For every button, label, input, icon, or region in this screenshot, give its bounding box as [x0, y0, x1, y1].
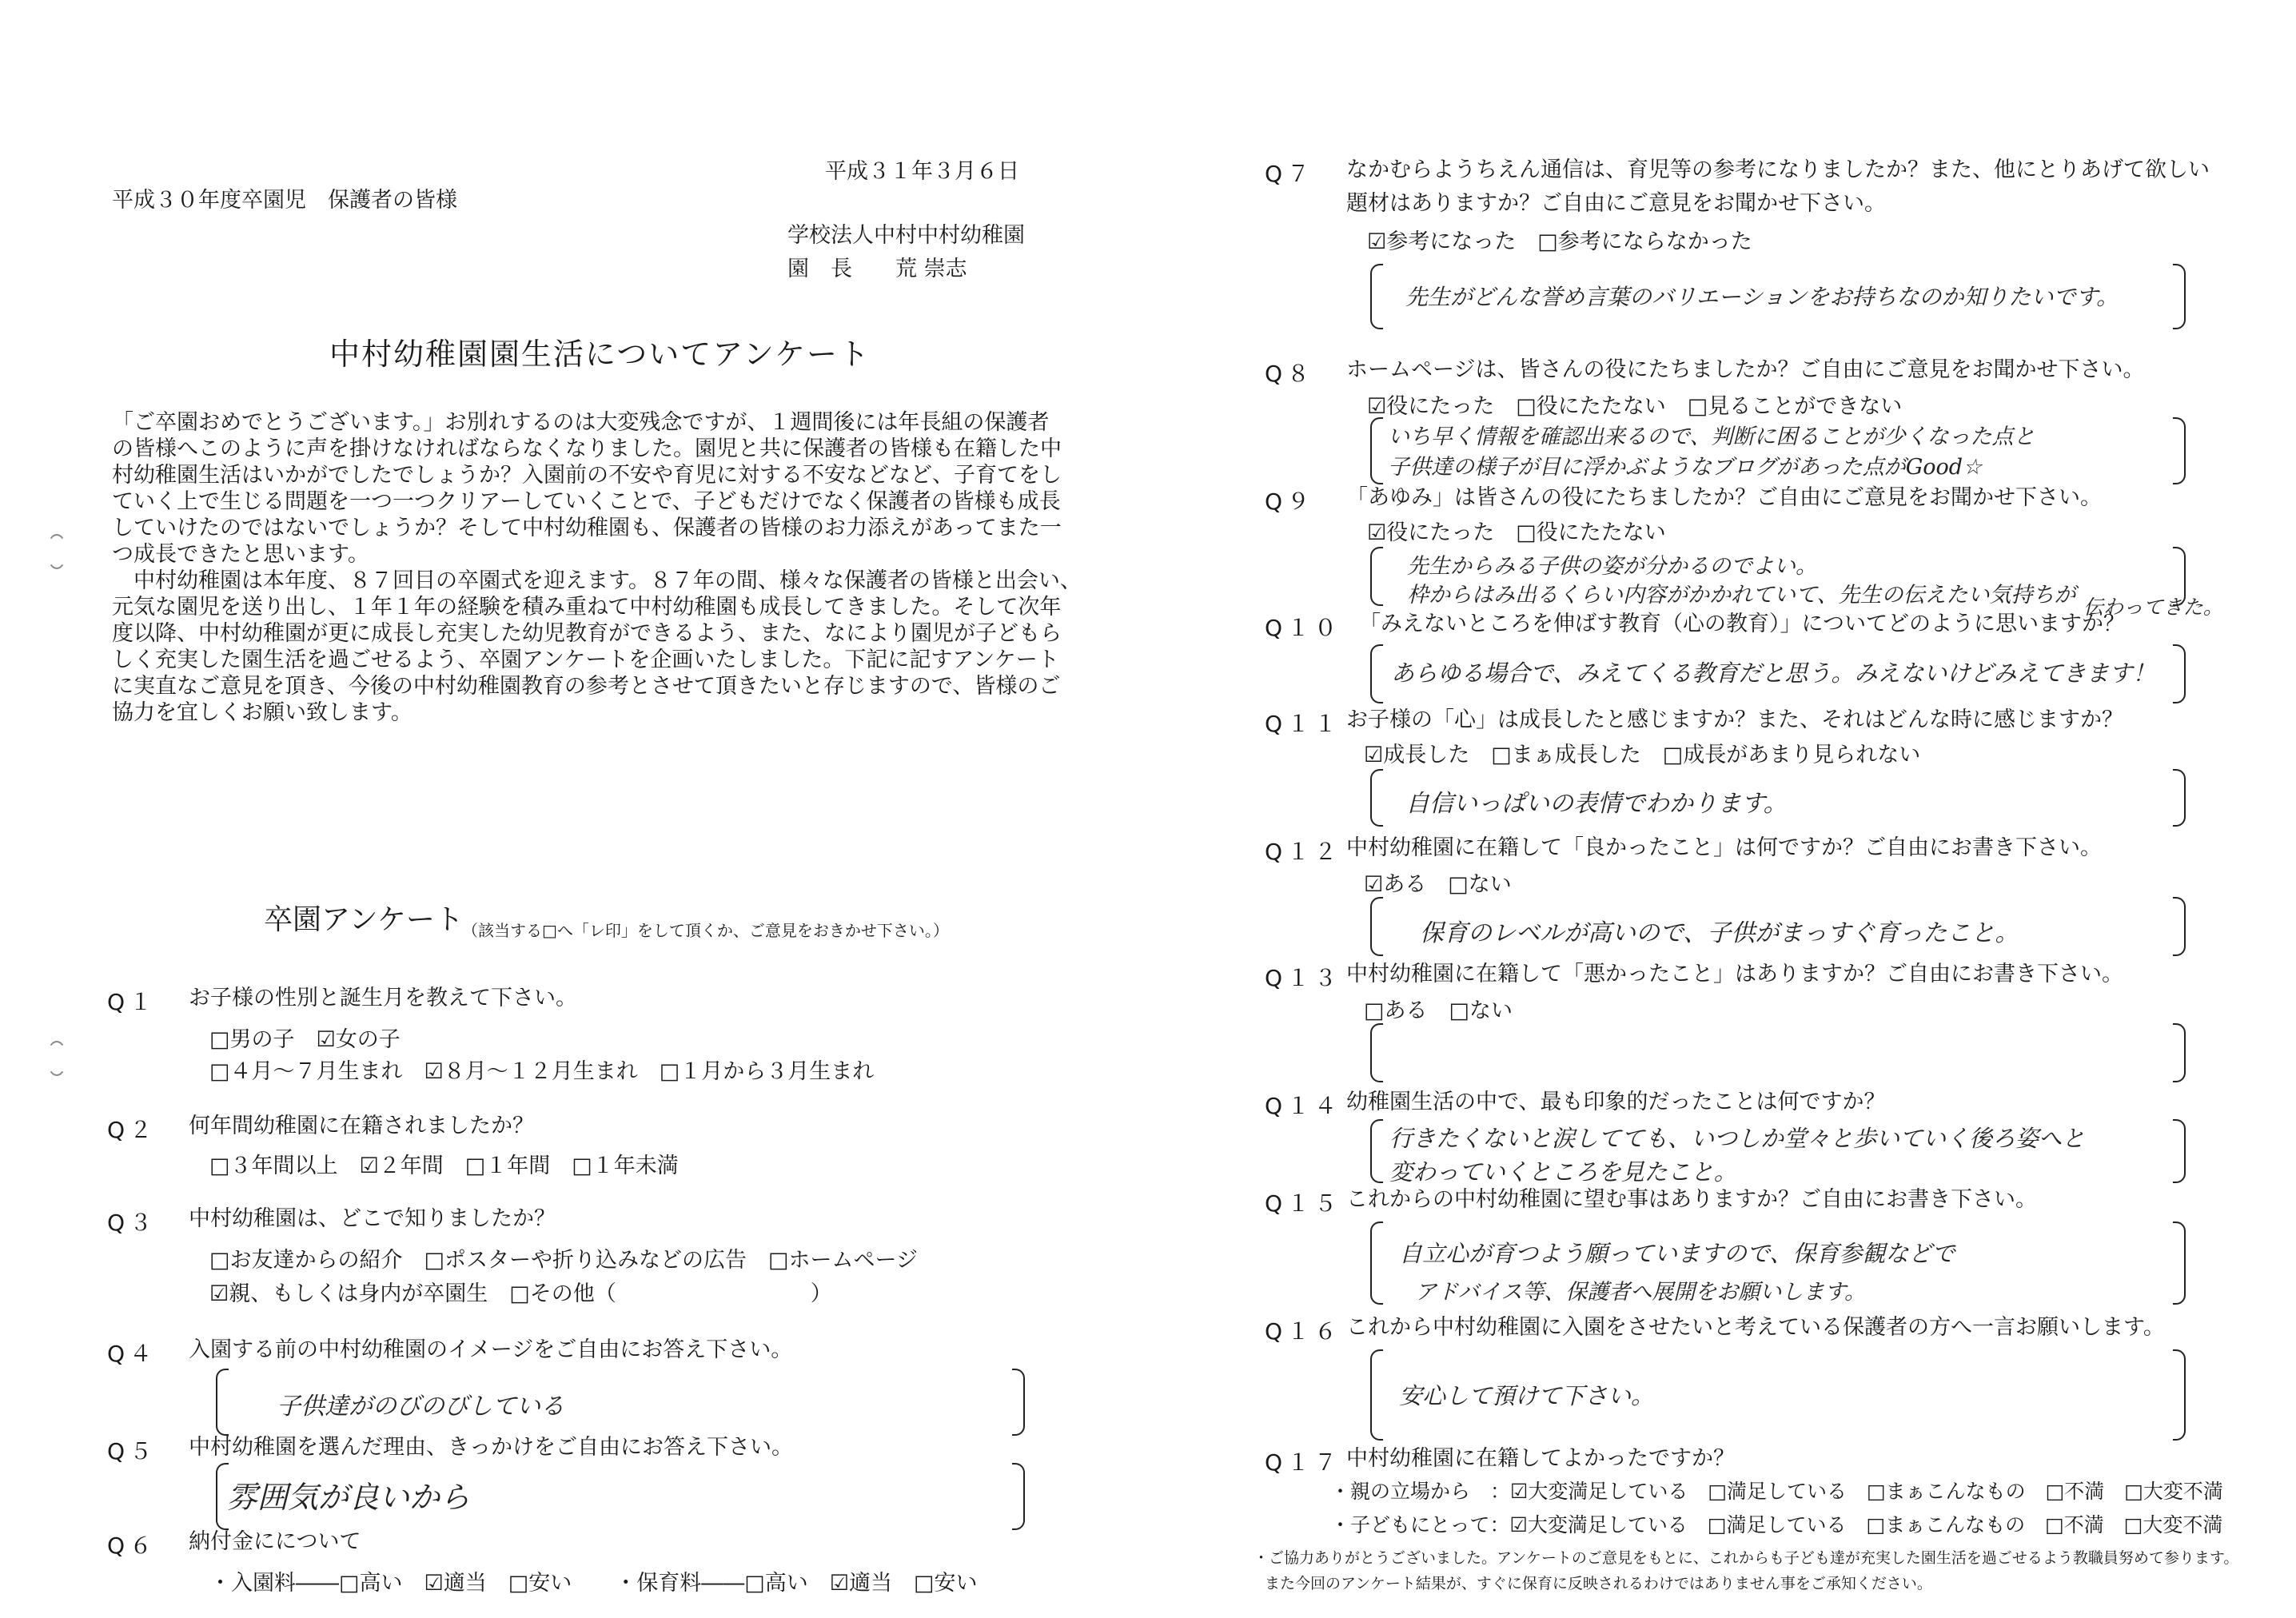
q14-answer-line2[interactable]: 変わっていくところを見たこと。: [1389, 1158, 1737, 1186]
survey-title: 卒園アンケート: [264, 903, 464, 936]
intro-line: 度以降、中村幼稚園が更に成長し充実した幼児教育ができるよう、また、なにより園児が子どもら: [112, 621, 1062, 646]
q17-number: Q１７: [1265, 1449, 1342, 1476]
answer-bracket-left: [216, 1369, 229, 1436]
answer-bracket-right: [2173, 644, 2186, 703]
binder-hole-icon: [46, 534, 67, 569]
q11-answer[interactable]: 自信いっぱいの表情でわかります。: [1405, 790, 1788, 818]
intro-line: しく充実した園生活を過ごせるよう、卒園アンケートを企画いたしました。下記に記すアンケート: [112, 648, 1059, 672]
answer-bracket-left: [1370, 1119, 1383, 1183]
intro-line: 元気な園児を送り出し、１年１年の経験を積み重ねて中村幼稚園も成長してきました。そして次年: [112, 595, 1062, 620]
q16-answer[interactable]: 安心して預けて下さい。: [1399, 1382, 1655, 1409]
answer-bracket-left: [1370, 1023, 1383, 1082]
q16-number: Q１６: [1265, 1318, 1342, 1345]
answer-bracket-left: [1370, 769, 1383, 827]
q11-number: Q１１: [1265, 711, 1342, 737]
q15-number: Q１５: [1265, 1190, 1342, 1217]
q9-answer-line2[interactable]: 枠からはみ出るくらい内容がかかれていて、先生の伝えたい気持ちが: [1407, 583, 2076, 608]
answer-bracket-left: [1370, 644, 1383, 703]
q14-text: 幼稚園生活の中で、最も印象的だったことは何ですか？: [1346, 1090, 1886, 1114]
q11-text: お子様の「心」は成長したと感じますか？また、それはどんな時に感じますか？: [1346, 707, 2123, 732]
q6-text: 納付金にについて: [189, 1529, 361, 1554]
q7-options[interactable]: ☑参考になった □参考にならなかった: [1367, 229, 1752, 254]
q4-text: 入園する前の中村幼稚園のイメージをご自由にお答え下さい。: [189, 1337, 793, 1362]
q17-options-child[interactable]: ・子どもにとって：☑大変満足している □満足している □まぁこんなもの □不満 □大変不満: [1330, 1513, 2223, 1536]
intro-line: 村幼稚園生活はいかがでしたでしょうか？入園前の不安や育児に対する不安などなど、子育てをし: [112, 463, 1062, 488]
q3-options-row2[interactable]: ☑親、もしくは身内が卒園生 □その他（ ）: [209, 1281, 832, 1306]
survey-note: （該当する□へ「レ印」をして頂くか、ご意見をおきかせ下さい。）: [462, 921, 949, 940]
principal-name: 園 長 荒 崇志: [787, 257, 967, 281]
q1-number: Q１: [107, 989, 157, 1015]
answer-bracket-right: [2173, 264, 2186, 329]
q4-number: Q４: [107, 1341, 157, 1367]
intro-line: していけたのではないでしょうか？そして中村幼稚園も、保護者の皆様のお力添えがあってまた一: [112, 516, 1062, 540]
q3-options-row1[interactable]: □お友達からの紹介 □ポスターや折り込みなどの広告 □ホームページ: [209, 1248, 918, 1273]
q8-text: ホームページは、皆さんの役にたちましたか？ご自由にご意見をお聞かせ下さい。: [1346, 357, 2145, 382]
q9-answer-line3[interactable]: 伝わってきた。: [2083, 596, 2223, 619]
q1-text: お子様の性別と誕生月を教えて下さい。: [189, 986, 577, 1010]
q8-answer-line1[interactable]: いち早く情報を確認出来るので、判断に困ることが少くなった点と: [1388, 424, 2035, 449]
intro-line: に実直なご意見を頂き、今後の中村幼稚園教育の参考とさせて頂きたいと存じますので、皆様のご: [112, 674, 1061, 699]
school-name: 学校法人中村中村幼稚園: [787, 223, 1025, 248]
answer-bracket-right: [2173, 1023, 2186, 1082]
q13-text: 中村幼稚園に在籍して「悪かったこと」はありますか？ご自由にお書き下さい。: [1346, 962, 2123, 986]
q4-answer[interactable]: 子供達がのびのびしている: [277, 1393, 564, 1421]
q7-text-line1: なかむらようちえん通信は、育児等の参考になりましたか？また、他にとりあげて欲しい: [1346, 157, 2210, 182]
q1-options-month[interactable]: □４月～７月生まれ ☑８月～１２月生まれ □１月から３月生まれ: [209, 1059, 875, 1084]
q11-options[interactable]: ☑成長した □まぁ成長した □成長があまり見られない: [1364, 743, 1921, 767]
answer-bracket-right: [2173, 897, 2186, 956]
q5-answer[interactable]: 雰囲気が良いから: [227, 1480, 471, 1515]
q13-number: Q１３: [1265, 965, 1342, 991]
answer-bracket-right: [2173, 1349, 2186, 1441]
intro-line: 協力を宜しくお願い致します。: [112, 700, 413, 725]
q3-text: 中村幼稚園は、どこで知りましたか？: [189, 1206, 556, 1231]
answer-bracket-right: [2173, 1221, 2186, 1305]
answer-bracket-right: [1012, 1463, 1025, 1530]
q6-number: Q６: [107, 1532, 157, 1559]
q8-options[interactable]: ☑役にたった □役にたたない □見ることができない: [1367, 394, 1903, 419]
q15-text: これからの中村幼稚園に望む事はありますか？ご自由にお書き下さい。: [1346, 1187, 2037, 1212]
intro-line: つ成長できたと思います。: [112, 542, 369, 567]
binder-hole-icon: [46, 1041, 67, 1076]
intro-line: 中村幼稚園は本年度、８７回目の卒園式を迎えます。８７年の間、様々な保護者の皆様と出会い、: [112, 568, 1082, 593]
answer-bracket-left: [1370, 547, 1383, 606]
q12-number: Q１２: [1265, 839, 1342, 865]
q12-options[interactable]: ☑ある □ない: [1364, 872, 1512, 897]
intro-line: ていく上で生じる問題を一つ一つクリアーしていくことで、子どもだけでなく保護者の皆様も成長: [112, 489, 1061, 514]
q10-number: Q１０: [1265, 615, 1342, 641]
q17-options-parent[interactable]: ・親の立場から ：☑大変満足している □満足している □まぁこんなもの □不満 □大変不満: [1330, 1480, 2223, 1503]
intro-line: 「ご卒園おめでとうございます。」お別れするのは大変残念ですが、１週間後には年長組の保護者: [112, 410, 1050, 435]
answer-bracket-right: [2173, 417, 2186, 484]
q14-number: Q１４: [1265, 1093, 1342, 1119]
q9-options[interactable]: ☑役にたった □役にたたない: [1367, 520, 1666, 545]
q7-number: Q７: [1265, 161, 1315, 187]
recipient-line: 平成３０年度卒園児 保護者の皆様: [112, 188, 457, 213]
q2-options[interactable]: □３年間以上 ☑２年間 □１年間 □１年未満: [209, 1154, 679, 1178]
q10-text: 「みえないところを伸ばす教育（心の教育）」についてどのように思いますか？: [1359, 612, 2125, 636]
footer-line2: また今回のアンケート結果が、すぐに保育に反映されるわけではありません事をご承知ください。: [1265, 1575, 1932, 1592]
q9-number: Q９: [1265, 488, 1315, 515]
footer-line1: ・ご協力ありがとうございました。アンケートのご意見をもとに、これからも子ども達が充実した園生活を過ごせるよう教職員努めて参ります。: [1254, 1549, 2239, 1567]
intro-paragraph: [112, 409, 1082, 726]
q6-options[interactable]: ・入園料――□高い ☑適当 □安い ・保育料――□高い ☑適当 □安い: [209, 1571, 978, 1596]
q9-text: 「あゆみ」は皆さんの役にたちましたか？ご自由にご意見をお聞かせ下さい。: [1346, 485, 2102, 510]
q15-answer-line2[interactable]: アドバイス等、保護者へ展開をお願いします。: [1415, 1280, 1867, 1305]
answer-bracket-left: [1370, 1221, 1383, 1305]
q8-answer-line2[interactable]: 子供達の様子が目に浮かぶようなブログがあった点がGood☆: [1388, 455, 1983, 480]
q3-number: Q３: [107, 1210, 157, 1236]
answer-bracket-left: [1370, 417, 1383, 484]
q10-answer[interactable]: あらゆる場合で、みえてくる教育だと思う。みえないけどみえてきます！: [1391, 660, 2156, 687]
document-title: 中村幼稚園園生活についてアンケート: [329, 337, 871, 372]
answer-bracket-right: [1012, 1369, 1025, 1436]
q16-text: これから中村幼稚園に入園をさせたいと考えている保護者の方へ一言お願いします。: [1346, 1315, 2165, 1340]
q17-text: 中村幼稚園に在籍してよかったですか？: [1346, 1446, 1735, 1471]
q8-number: Q８: [1265, 361, 1315, 387]
q1-options-gender[interactable]: □男の子 ☑女の子: [209, 1027, 401, 1052]
q12-text: 中村幼稚園に在籍して「良かったこと」は何ですか？ご自由にお書き下さい。: [1346, 835, 2102, 860]
answer-bracket-left: [1370, 1349, 1383, 1441]
answer-bracket-left: [1370, 264, 1383, 329]
q2-text: 何年間幼稚園に在籍されましたか？: [189, 1114, 534, 1138]
q7-text-line2: 題材はありますか？ご自由にご意見をお聞かせ下さい。: [1346, 191, 1886, 216]
q14-answer-line1[interactable]: 行きたくないと涙してても、いつしか堂々と歩いていく後ろ姿へと: [1389, 1125, 2086, 1152]
document-date: 平成３１年３月６日: [825, 159, 1019, 184]
q7-answer[interactable]: 先生がどんな誉め言葉のバリエーションをお持ちなのか知りたいです。: [1405, 284, 2119, 310]
intro-line: の皆様へこのように声を掛けなければならなくなりました。園児と共に保護者の皆様も在籍した中: [112, 436, 1062, 461]
answer-bracket-right: [2173, 1119, 2186, 1183]
q5-number: Q５: [107, 1438, 157, 1465]
q2-number: Q２: [107, 1117, 157, 1143]
q5-text: 中村幼稚園を選んだ理由、きっかけをご自由にお答え下さい。: [189, 1435, 793, 1460]
answer-bracket-left: [1370, 897, 1383, 956]
q9-answer-line1[interactable]: 先生からみる子供の姿が分かるのでよい。: [1407, 554, 1817, 579]
q15-answer-line1[interactable]: 自立心が育つよう願っていますので、保育参観などで: [1399, 1240, 1955, 1267]
answer-bracket-right: [2173, 769, 2186, 827]
q12-answer[interactable]: 保育のレベルが高いので、子供がまっすぐ育ったこと。: [1420, 919, 2019, 947]
q13-options[interactable]: □ある □ない: [1364, 998, 1513, 1023]
